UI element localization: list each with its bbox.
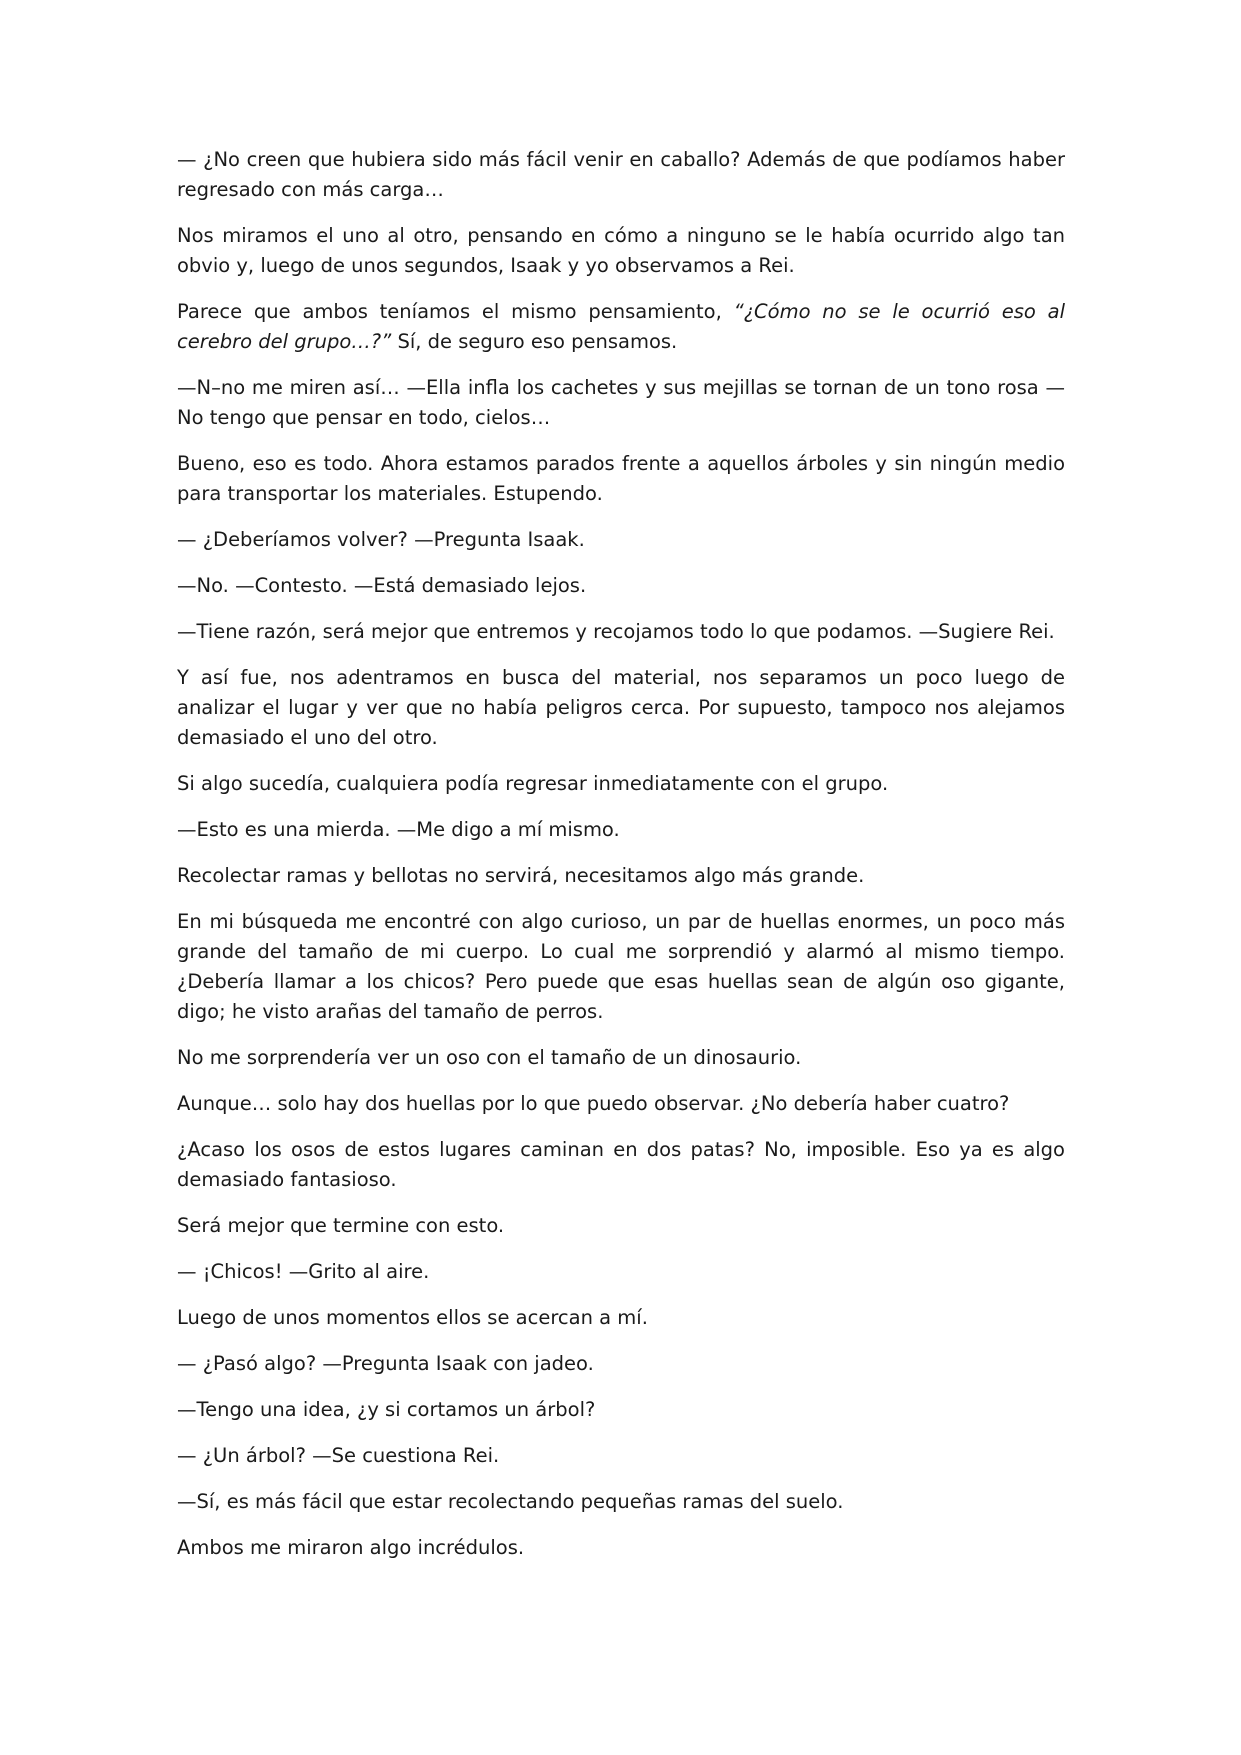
paragraph-9: Y así fue, nos adentramos en busca del material, nos separamos un poco luego de analizar el lugar y ver que no había peligros cerca. Por supuesto, tampoco nos alejamos demasiado el uno del otro. — [177, 666, 1065, 749]
paragraph-23: —Sí, es más fácil que estar recolectando pequeñas ramas del suelo. — [177, 1490, 844, 1513]
paragraph-3-text-after: Sí, de seguro eso pensamos. — [391, 330, 678, 353]
paragraph-18: — ¡Chicos! —Grito al aire. — [177, 1260, 430, 1283]
paragraph-13: En mi búsqueda me encontré con algo curioso, un par de huellas enormes, un poco más grande del tamaño de mi cuerpo. Lo cual me sorprendió y alarmó al mismo tiempo. ¿Debería llamar a los chicos? Pero puede que esas huellas sean de algún oso gigante, digo; he visto arañas del tamaño de perros. — [177, 910, 1065, 1023]
paragraph-8: —Tiene razón, será mejor que entremos y recojamos todo lo que podamos. —Sugiere Rei. — [177, 620, 1055, 643]
paragraph-10: Si algo sucedía, cualquiera podía regresar inmediatamente con el grupo. — [177, 772, 889, 795]
paragraph-4: —N–no me miren así… —Ella infla los cachetes y sus mejillas se tornan de un tono rosa —No tengo que pensar en todo, cielos… — [177, 376, 1065, 429]
paragraph-14: No me sorprendería ver un oso con el tamaño de un dinosaurio. — [177, 1046, 802, 1069]
paragraph-11: —Esto es una mierda. —Me digo a mí mismo. — [177, 818, 620, 841]
paragraph-5: Bueno, eso es todo. Ahora estamos parados frente a aquellos árboles y sin ningún medio para transportar los materiales. Estupendo. — [177, 452, 1065, 505]
paragraph-1: — ¿No creen que hubiera sido más fácil venir en caballo? Además de que podíamos haber regresado con más carga… — [177, 148, 1065, 201]
paragraph-6: — ¿Deberíamos volver? —Pregunta Isaak. — [177, 528, 585, 551]
paragraph-20: — ¿Pasó algo? —Pregunta Isaak con jadeo. — [177, 1352, 594, 1375]
paragraph-2: Nos miramos el uno al otro, pensando en cómo a ninguno se le había ocurrido algo tan obvio y, luego de unos segundos, Isaak y yo observamos a Rei. — [177, 224, 1065, 277]
paragraph-3-text-before: Parece que ambos teníamos el mismo pensamiento, — [177, 300, 734, 323]
paragraph-7: —No. —Contesto. —Está demasiado lejos. — [177, 574, 587, 597]
paragraph-24: Ambos me miraron algo incrédulos. — [177, 1536, 525, 1559]
paragraph-17: Será mejor que termine con esto. — [177, 1214, 505, 1237]
paragraph-19: Luego de unos momentos ellos se acercan a mí. — [177, 1306, 648, 1329]
paragraph-12: Recolectar ramas y bellotas no servirá, necesitamos algo más grande. — [177, 864, 865, 887]
paragraph-22: — ¿Un árbol? —Se cuestiona Rei. — [177, 1444, 500, 1467]
paragraph-3 — [177, 297, 1065, 357]
paragraph-15: Aunque… solo hay dos huellas por lo que puedo observar. ¿No debería haber cuatro? — [177, 1092, 1010, 1115]
document-page — [177, 145, 1065, 1579]
paragraph-3-italic-quote: “¿Cómo no se le ocurrió eso al cerebro del grupo…?” — [177, 300, 1065, 353]
paragraph-16: ¿Acaso los osos de estos lugares caminan en dos patas? No, imposible. Eso ya es algo demasiado fantasioso. — [177, 1138, 1065, 1191]
paragraph-21: —Tengo una idea, ¿y si cortamos un árbol? — [177, 1398, 596, 1421]
